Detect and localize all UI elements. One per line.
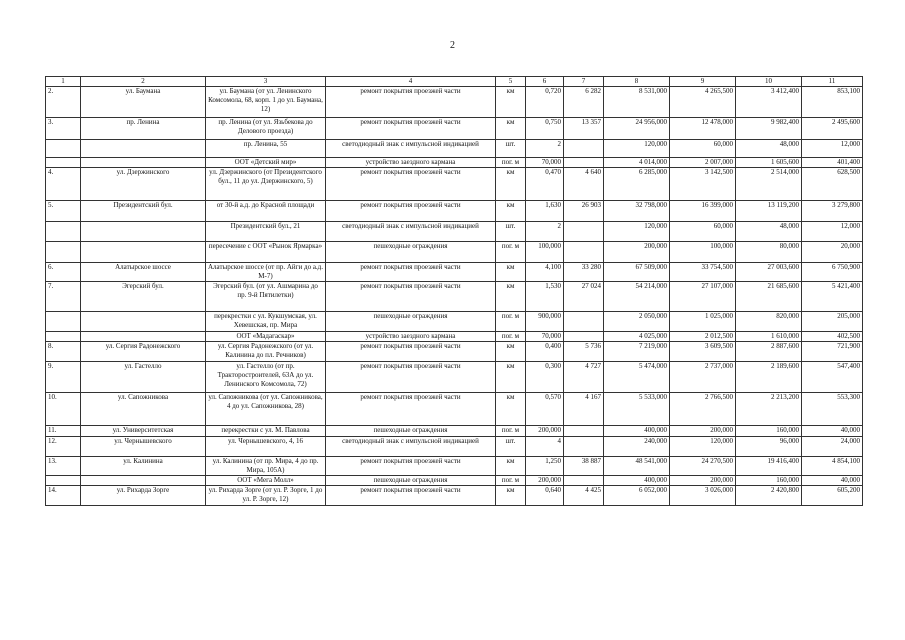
quantity-cell: 70,000: [526, 332, 564, 342]
row-index-cell: [46, 332, 81, 342]
regional-share-cell: 1 610,000: [736, 332, 802, 342]
street-name-cell: ул. Сергия Радонежского: [81, 342, 206, 362]
row-index-cell: 6.: [46, 263, 81, 282]
area-cell: 33 280: [564, 263, 604, 282]
local-share-cell: 402,500: [802, 332, 863, 342]
work-type-cell: ремонт покрытия проезжей части: [326, 393, 496, 426]
local-share-cell: 24,000: [802, 437, 863, 457]
quantity-cell: 2: [526, 140, 564, 158]
street-name-cell: [81, 332, 206, 342]
total-cost-cell: 2 050,000: [604, 312, 670, 332]
regional-share-cell: 48,000: [736, 222, 802, 242]
street-name-cell: Алатырское шоссе: [81, 263, 206, 282]
row-index-cell: 12.: [46, 437, 81, 457]
table-row: [46, 242, 863, 263]
column-number-row: [46, 77, 863, 87]
street-name-cell: ул. Сапожникова: [81, 393, 206, 426]
local-share-cell: 40,000: [802, 426, 863, 437]
quantity-cell: 1,530: [526, 282, 564, 312]
total-cost-cell: 5 474,000: [604, 362, 670, 393]
street-name-cell: ул. Калинина: [81, 457, 206, 476]
federal-share-cell: 1 025,000: [670, 312, 736, 332]
regional-share-cell: 48,000: [736, 140, 802, 158]
quantity-cell: 4: [526, 437, 564, 457]
quantity-cell: 0,400: [526, 342, 564, 362]
quantity-cell: 0,640: [526, 486, 564, 506]
regional-share-cell: 9 982,400: [736, 118, 802, 140]
regional-share-cell: 2 213,200: [736, 393, 802, 426]
local-share-cell: 605,200: [802, 486, 863, 506]
area-cell: [564, 312, 604, 332]
work-type-cell: устройство заездного кармана: [326, 158, 496, 168]
street-name-cell: ул. Рихарда Зорге: [81, 486, 206, 506]
column-number: 11: [802, 77, 863, 87]
unit-cell: км: [496, 87, 526, 118]
regional-share-cell: 19 416,400: [736, 457, 802, 476]
unit-cell: км: [496, 168, 526, 201]
regional-share-cell: 13 119,200: [736, 201, 802, 222]
table-row: [46, 222, 863, 242]
section-location-cell: перекрестки с ул. Кукшумская, ул. Хевешская, пр. Мира: [206, 312, 326, 332]
local-share-cell: 628,500: [802, 168, 863, 201]
street-name-cell: пр. Ленина: [81, 118, 206, 140]
section-location-cell: ул. Рихарда Зорге (от ул. Р. Зорге, 1 до ул. Р. Зорге, 12): [206, 486, 326, 506]
unit-cell: пог. м: [496, 242, 526, 263]
table-row: [46, 168, 863, 201]
table-row: [46, 201, 863, 222]
total-cost-cell: 48 541,000: [604, 457, 670, 476]
unit-cell: шт.: [496, 140, 526, 158]
quantity-cell: 200,000: [526, 476, 564, 486]
regional-share-cell: 2 420,800: [736, 486, 802, 506]
row-index-cell: [46, 158, 81, 168]
unit-cell: км: [496, 393, 526, 426]
section-location-cell: Президентский бул., 21: [206, 222, 326, 242]
column-number: 3: [206, 77, 326, 87]
row-index-cell: 14.: [46, 486, 81, 506]
unit-cell: пог. м: [496, 476, 526, 486]
total-cost-cell: 32 798,000: [604, 201, 670, 222]
quantity-cell: 0,720: [526, 87, 564, 118]
unit-cell: пог. м: [496, 158, 526, 168]
area-cell: [564, 332, 604, 342]
row-index-cell: 3.: [46, 118, 81, 140]
street-name-cell: ул. Гастелло: [81, 362, 206, 393]
local-share-cell: 40,000: [802, 476, 863, 486]
area-cell: 6 282: [564, 87, 604, 118]
work-type-cell: устройство заездного кармана: [326, 332, 496, 342]
regional-share-cell: 80,000: [736, 242, 802, 263]
area-cell: [564, 476, 604, 486]
total-cost-cell: 240,000: [604, 437, 670, 457]
local-share-cell: 20,000: [802, 242, 863, 263]
work-type-cell: пешеходные ограждения: [326, 426, 496, 437]
unit-cell: шт.: [496, 437, 526, 457]
total-cost-cell: 6 052,000: [604, 486, 670, 506]
table-row: [46, 362, 863, 393]
unit-cell: пог. м: [496, 312, 526, 332]
row-index-cell: [46, 476, 81, 486]
table-row: [46, 312, 863, 332]
regional-share-cell: 27 003,600: [736, 263, 802, 282]
section-location-cell: перекрестки с ул. М. Павлова: [206, 426, 326, 437]
work-type-cell: пешеходные ограждения: [326, 242, 496, 263]
quantity-cell: 0,750: [526, 118, 564, 140]
area-cell: [564, 437, 604, 457]
column-number: 6: [526, 77, 564, 87]
area-cell: 4 425: [564, 486, 604, 506]
work-type-cell: ремонт покрытия проезжей части: [326, 342, 496, 362]
unit-cell: км: [496, 457, 526, 476]
quantity-cell: 200,000: [526, 426, 564, 437]
regional-share-cell: 2 189,600: [736, 362, 802, 393]
area-cell: [564, 140, 604, 158]
column-number: 10: [736, 77, 802, 87]
column-number: 4: [326, 77, 496, 87]
section-location-cell: от 30-й а.д. до Красной площади: [206, 201, 326, 222]
section-location-cell: ул. Баумана (от ул. Ленинского Комсомола, 68, корп. 1 до ул. Баумана, 12): [206, 87, 326, 118]
section-location-cell: ООТ «Мега Молл»: [206, 476, 326, 486]
work-type-cell: светодиодный знак с импульсной индикацией: [326, 437, 496, 457]
section-location-cell: Алатырское шоссе (от пр. Айги до а.д. М-7): [206, 263, 326, 282]
section-location-cell: ООТ «Детский мир»: [206, 158, 326, 168]
row-index-cell: 7.: [46, 282, 81, 312]
section-location-cell: ул. Гастелло (от пр. Тракторостроителей, 63А до ул. Ленинского Комсомола, 72): [206, 362, 326, 393]
area-cell: [564, 426, 604, 437]
table-row: [46, 158, 863, 168]
table-row: [46, 393, 863, 426]
section-location-cell: ООТ «Мадагаскар»: [206, 332, 326, 342]
column-number: 2: [81, 77, 206, 87]
quantity-cell: 0,470: [526, 168, 564, 201]
federal-share-cell: 3 142,500: [670, 168, 736, 201]
work-type-cell: ремонт покрытия проезжей части: [326, 118, 496, 140]
street-name-cell: [81, 312, 206, 332]
column-number: 5: [496, 77, 526, 87]
street-name-cell: ул. Университетская: [81, 426, 206, 437]
table-row: [46, 437, 863, 457]
street-name-cell: [81, 476, 206, 486]
area-cell: 13 357: [564, 118, 604, 140]
section-location-cell: пр. Ленина (от ул. Язьбекова до Делового проезда): [206, 118, 326, 140]
street-name-cell: [81, 242, 206, 263]
total-cost-cell: 5 533,000: [604, 393, 670, 426]
local-share-cell: 6 750,900: [802, 263, 863, 282]
column-number: 7: [564, 77, 604, 87]
work-type-cell: ремонт покрытия проезжей части: [326, 263, 496, 282]
table-row: [46, 87, 863, 118]
federal-share-cell: 200,000: [670, 426, 736, 437]
federal-share-cell: 100,000: [670, 242, 736, 263]
column-number: 9: [670, 77, 736, 87]
local-share-cell: 2 495,600: [802, 118, 863, 140]
quantity-cell: 1,250: [526, 457, 564, 476]
street-name-cell: [81, 222, 206, 242]
section-location-cell: ул. Дзержинского (от Президентского бул., 11 до ул. Дзержинского, 5): [206, 168, 326, 201]
street-name-cell: Эгерский бул.: [81, 282, 206, 312]
work-type-cell: пешеходные ограждения: [326, 476, 496, 486]
table-row: [46, 426, 863, 437]
local-share-cell: 3 279,800: [802, 201, 863, 222]
local-share-cell: 721,900: [802, 342, 863, 362]
area-cell: 26 903: [564, 201, 604, 222]
federal-share-cell: 24 270,500: [670, 457, 736, 476]
table-row: [46, 282, 863, 312]
total-cost-cell: 4 014,000: [604, 158, 670, 168]
row-index-cell: 9.: [46, 362, 81, 393]
street-name-cell: ул. Дзержинского: [81, 168, 206, 201]
regional-share-cell: 160,000: [736, 426, 802, 437]
quantity-cell: 2: [526, 222, 564, 242]
work-type-cell: ремонт покрытия проезжей части: [326, 282, 496, 312]
unit-cell: км: [496, 201, 526, 222]
work-type-cell: ремонт покрытия проезжей части: [326, 168, 496, 201]
unit-cell: пог. м: [496, 332, 526, 342]
total-cost-cell: 6 285,000: [604, 168, 670, 201]
work-type-cell: светодиодный знак с импульсной индикацией: [326, 222, 496, 242]
column-number: 1: [46, 77, 81, 87]
federal-share-cell: 120,000: [670, 437, 736, 457]
work-type-cell: пешеходные ограждения: [326, 312, 496, 332]
local-share-cell: 401,400: [802, 158, 863, 168]
work-type-cell: ремонт покрытия проезжей части: [326, 362, 496, 393]
table-row: [46, 486, 863, 506]
row-index-cell: [46, 222, 81, 242]
quantity-cell: 900,000: [526, 312, 564, 332]
row-index-cell: 10.: [46, 393, 81, 426]
federal-share-cell: 2 012,500: [670, 332, 736, 342]
federal-share-cell: 27 107,000: [670, 282, 736, 312]
federal-share-cell: 2 766,500: [670, 393, 736, 426]
total-cost-cell: 54 214,000: [604, 282, 670, 312]
local-share-cell: 5 421,400: [802, 282, 863, 312]
unit-cell: шт.: [496, 222, 526, 242]
table-row: [46, 476, 863, 486]
table-row: [46, 263, 863, 282]
area-cell: [564, 158, 604, 168]
unit-cell: км: [496, 486, 526, 506]
regional-share-cell: 2 514,000: [736, 168, 802, 201]
row-index-cell: [46, 312, 81, 332]
area-cell: [564, 242, 604, 263]
total-cost-cell: 400,000: [604, 426, 670, 437]
work-type-cell: ремонт покрытия проезжей части: [326, 486, 496, 506]
table-row: [46, 118, 863, 140]
total-cost-cell: 67 509,000: [604, 263, 670, 282]
federal-share-cell: 33 754,500: [670, 263, 736, 282]
table-row: [46, 140, 863, 158]
total-cost-cell: 400,000: [604, 476, 670, 486]
street-name-cell: ул. Баумана: [81, 87, 206, 118]
local-share-cell: 12,000: [802, 222, 863, 242]
section-location-cell: Эгерский бул. (от ул. Ашмарина до пр. 9-й Пятилетки): [206, 282, 326, 312]
total-cost-cell: 8 531,000: [604, 87, 670, 118]
row-index-cell: 8.: [46, 342, 81, 362]
quantity-cell: 4,100: [526, 263, 564, 282]
local-share-cell: 4 854,100: [802, 457, 863, 476]
federal-share-cell: 200,000: [670, 476, 736, 486]
page-number: 2: [450, 40, 455, 51]
federal-share-cell: 3 609,500: [670, 342, 736, 362]
local-share-cell: 553,300: [802, 393, 863, 426]
local-share-cell: 205,000: [802, 312, 863, 332]
street-name-cell: ул. Чернышевского: [81, 437, 206, 457]
federal-share-cell: 2 737,000: [670, 362, 736, 393]
regional-share-cell: 820,000: [736, 312, 802, 332]
regional-share-cell: 96,000: [736, 437, 802, 457]
work-type-cell: ремонт покрытия проезжей части: [326, 201, 496, 222]
total-cost-cell: 4 025,000: [604, 332, 670, 342]
unit-cell: км: [496, 342, 526, 362]
unit-cell: км: [496, 118, 526, 140]
quantity-cell: 70,000: [526, 158, 564, 168]
total-cost-cell: 7 219,000: [604, 342, 670, 362]
local-share-cell: 12,000: [802, 140, 863, 158]
area-cell: [564, 222, 604, 242]
total-cost-cell: 120,000: [604, 140, 670, 158]
road-works-table: [45, 76, 863, 506]
federal-share-cell: 60,000: [670, 222, 736, 242]
total-cost-cell: 24 956,000: [604, 118, 670, 140]
federal-share-cell: 16 399,000: [670, 201, 736, 222]
section-location-cell: пересечение с ООТ «Рынок Ярмарка»: [206, 242, 326, 263]
unit-cell: пог. м: [496, 426, 526, 437]
work-type-cell: ремонт покрытия проезжей части: [326, 457, 496, 476]
column-number: 8: [604, 77, 670, 87]
table-row: [46, 332, 863, 342]
row-index-cell: 11.: [46, 426, 81, 437]
federal-share-cell: 3 026,000: [670, 486, 736, 506]
unit-cell: км: [496, 362, 526, 393]
table-row: [46, 342, 863, 362]
row-index-cell: [46, 140, 81, 158]
section-location-cell: ул. Чернышевского, 4, 16: [206, 437, 326, 457]
regional-share-cell: 1 605,600: [736, 158, 802, 168]
area-cell: 38 887: [564, 457, 604, 476]
federal-share-cell: 60,000: [670, 140, 736, 158]
area-cell: 5 736: [564, 342, 604, 362]
total-cost-cell: 200,000: [604, 242, 670, 263]
area-cell: 4 167: [564, 393, 604, 426]
federal-share-cell: 4 265,500: [670, 87, 736, 118]
regional-share-cell: 21 685,600: [736, 282, 802, 312]
regional-share-cell: 160,000: [736, 476, 802, 486]
local-share-cell: 853,100: [802, 87, 863, 118]
street-name-cell: [81, 140, 206, 158]
table-row: [46, 457, 863, 476]
quantity-cell: 0,570: [526, 393, 564, 426]
row-index-cell: 4.: [46, 168, 81, 201]
row-index-cell: 5.: [46, 201, 81, 222]
work-type-cell: ремонт покрытия проезжей части: [326, 87, 496, 118]
local-share-cell: 547,400: [802, 362, 863, 393]
area-cell: 27 024: [564, 282, 604, 312]
quantity-cell: 1,630: [526, 201, 564, 222]
row-index-cell: 2.: [46, 87, 81, 118]
quantity-cell: 100,000: [526, 242, 564, 263]
section-location-cell: ул. Сергия Радонежского (от ул. Калинина до пл. Речников): [206, 342, 326, 362]
area-cell: 4 727: [564, 362, 604, 393]
section-location-cell: ул. Сапожникова (от ул. Сапожникова, 4 до ул. Сапожникова, 28): [206, 393, 326, 426]
regional-share-cell: 3 412,400: [736, 87, 802, 118]
unit-cell: км: [496, 282, 526, 312]
total-cost-cell: 120,000: [604, 222, 670, 242]
federal-share-cell: 12 478,000: [670, 118, 736, 140]
area-cell: 4 640: [564, 168, 604, 201]
quantity-cell: 0,300: [526, 362, 564, 393]
row-index-cell: [46, 242, 81, 263]
federal-share-cell: 2 007,000: [670, 158, 736, 168]
unit-cell: км: [496, 263, 526, 282]
street-name-cell: [81, 158, 206, 168]
section-location-cell: ул. Калинина (от пр. Мира, 4 до пр. Мира, 105А): [206, 457, 326, 476]
work-type-cell: светодиодный знак с импульсной индикацией: [326, 140, 496, 158]
regional-share-cell: 2 887,600: [736, 342, 802, 362]
street-name-cell: Президентский бул.: [81, 201, 206, 222]
row-index-cell: 13.: [46, 457, 81, 476]
section-location-cell: пр. Ленина, 55: [206, 140, 326, 158]
